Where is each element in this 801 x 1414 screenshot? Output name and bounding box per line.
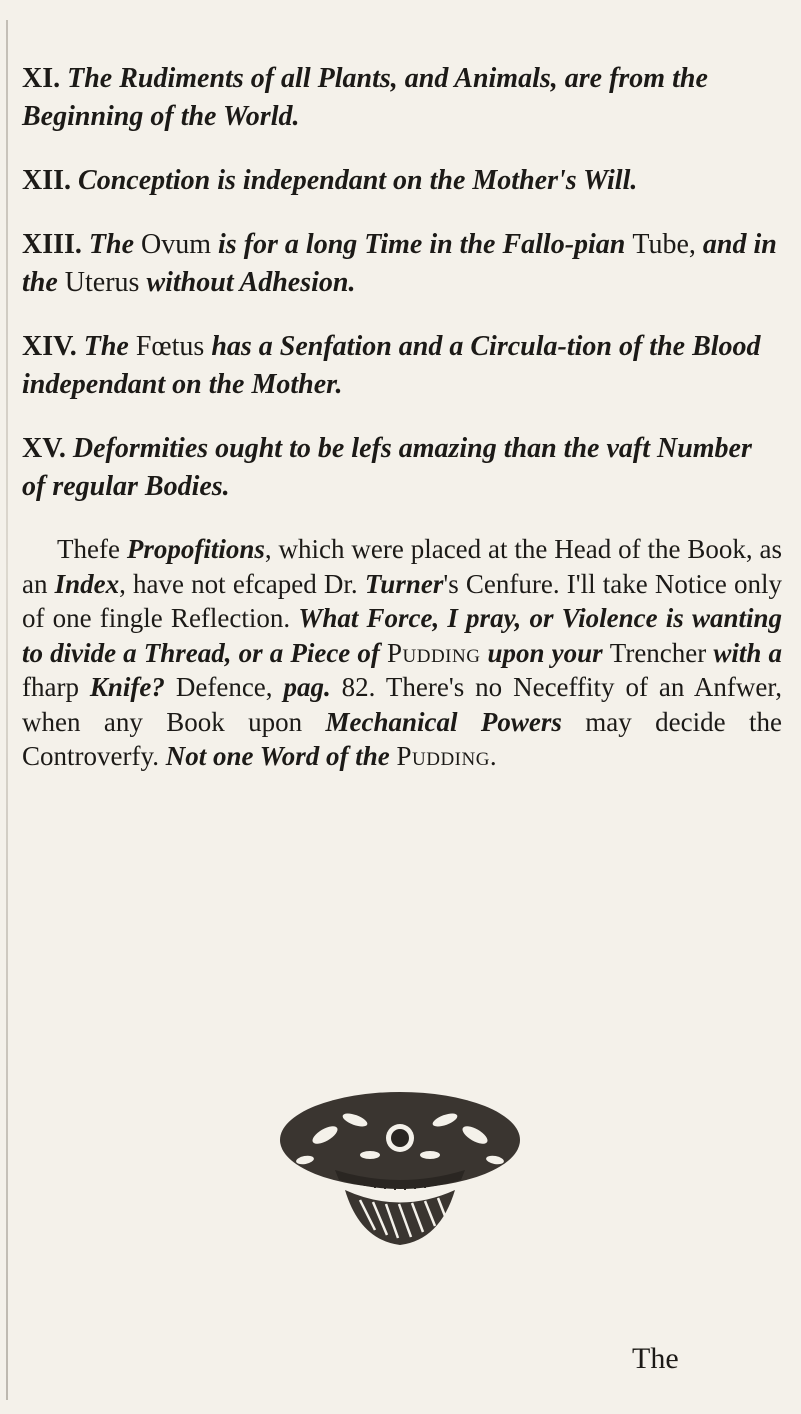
proposition-text: are from the Beginning of the World. xyxy=(22,63,708,132)
paragraph-segment: Thefe xyxy=(57,534,127,564)
proposition-xiii xyxy=(22,226,782,302)
proposition-xi xyxy=(22,60,782,136)
paragraph-segment: Defence, xyxy=(164,672,284,702)
proposition-text: Uterus xyxy=(64,267,140,298)
paragraph-segment: with a xyxy=(706,637,782,668)
proposition-text: Plants xyxy=(317,63,391,94)
proposition-text: is for a long Time in the Fallo-pian xyxy=(211,229,633,260)
proposition-text: Tube, xyxy=(632,229,696,260)
proposition-xii xyxy=(22,162,782,200)
paragraph-segment: 82. There's no Neceffity of an Anfwer, when any Book upon xyxy=(22,672,782,737)
proposition-xv xyxy=(22,430,782,506)
paragraph-segment: , have not efcaped Dr. xyxy=(119,568,365,599)
catchword: The xyxy=(632,1342,679,1375)
proposition-text: Rudiments of all xyxy=(112,63,318,94)
paragraph-segment: 's Cenfure. I'll take Notice only of one fingle Reflection. xyxy=(22,568,782,633)
paragraph-segment: Mechanical Powers xyxy=(325,706,562,737)
paragraph-segment: Knife? xyxy=(78,672,165,702)
paragraph-segment: Not one Word of the xyxy=(165,741,397,771)
proposition-number: XIII. xyxy=(22,229,89,260)
proposition-text: The xyxy=(83,331,136,362)
paragraph-segment: Pudding. xyxy=(396,741,498,771)
proposition-number: XIV. xyxy=(22,331,84,362)
proposition-text: and in the xyxy=(22,229,777,298)
paragraph-segment: may decide the Controverfy. xyxy=(22,706,782,771)
proposition-text: The xyxy=(88,229,142,260)
proposition-xiv xyxy=(22,328,782,404)
proposition-text: has a Senfation and a Circula-tion of the Blood independant on the Mother. xyxy=(22,331,761,400)
body-paragraph xyxy=(22,532,782,774)
proposition-text: , and Animals, xyxy=(390,63,565,94)
paragraph-segment: Pudding xyxy=(386,637,481,668)
paragraph-segment: What Force, I pray, or Violence is wanting to divide a Thread, or a Piece of xyxy=(22,603,782,668)
proposition-text: Fœtus xyxy=(135,331,205,362)
proposition-text: Deformities ought to be lefs amazing than the vaft Number of regular Bodies. xyxy=(22,433,752,502)
propositions-list xyxy=(22,60,782,506)
proposition-text: without Adhesion. xyxy=(139,267,356,298)
proposition-text: Ovum xyxy=(141,229,212,260)
proposition-number: XII. xyxy=(22,165,79,196)
paragraph-segment: Index xyxy=(54,568,120,599)
proposition-number: XI. xyxy=(22,63,68,94)
paragraph-segment: fharp xyxy=(22,672,79,702)
paragraph-segment: , which were placed at the Head of the Book, as an xyxy=(22,534,783,599)
paragraph-segment: pag. xyxy=(283,672,331,702)
proposition-text: The xyxy=(67,63,113,94)
paragraph-segment: Turner xyxy=(364,568,444,599)
paragraph-segment: Propofitions xyxy=(126,534,265,564)
binding-edge xyxy=(6,20,8,1400)
paragraph-segment: Trencher xyxy=(609,637,707,668)
proposition-number: XV. xyxy=(22,433,73,464)
foliage-tailpiece-icon xyxy=(265,1080,535,1260)
proposition-text: Conception is independant on the Mother's Will. xyxy=(78,165,638,196)
text-block xyxy=(22,60,782,774)
paragraph-segment: upon your xyxy=(480,637,610,668)
